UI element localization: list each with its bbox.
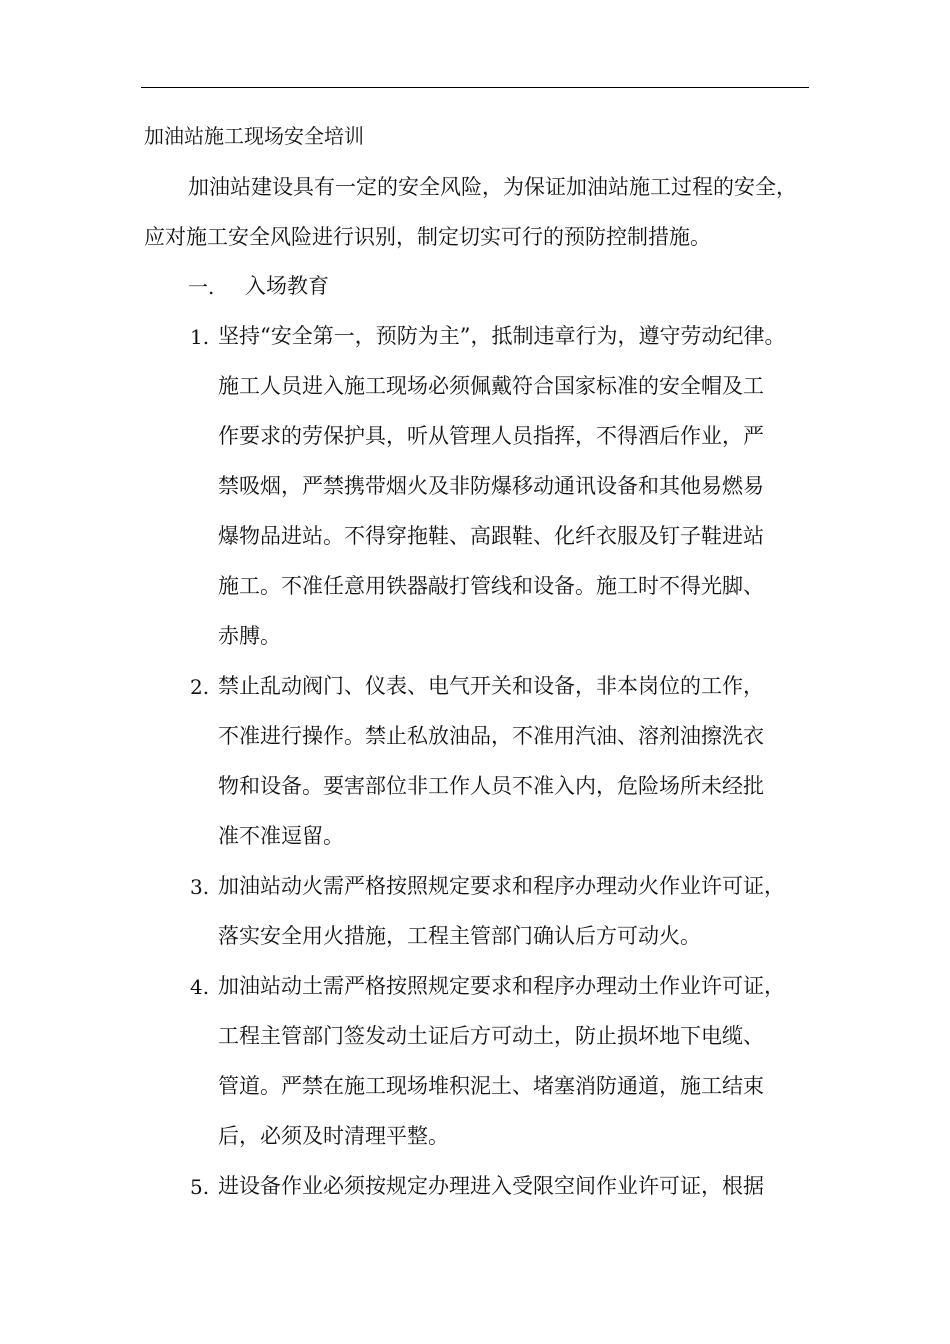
list-item-number: 2. (190, 675, 210, 699)
list-item-line: 作要求的劳保护具，听从管理人员指挥，不得酒后作业，严 (218, 424, 764, 448)
list-item-line: 进设备作业必须按规定办理进入受限空间作业许可证，根据 (218, 1174, 764, 1198)
list-item-line: 施工人员进入施工现场必须佩戴符合国家标准的安全帽及工 (218, 374, 764, 398)
list-item-line: 坚持“安全第一，预防为主”，抵制违章行为，遵守劳动纪律。 (218, 324, 786, 348)
list-item-number: 1. (190, 325, 210, 349)
list-item-line: 禁吸烟，严禁携带烟火及非防爆移动通讯设备和其他易燃易 (218, 474, 764, 498)
list-item-line: 工程主管部门签发动土证后方可动土，防止损坏地下电缆、 (218, 1024, 764, 1048)
list-item-line: 后，必须及时清理平整。 (218, 1124, 449, 1148)
list-item-number: 3. (190, 875, 210, 899)
list-item-line: 禁止乱动阀门、仪表、电气开关和设备，非本岗位的工作， (218, 674, 764, 698)
list-item-line: 准不准逗留。 (218, 824, 344, 848)
section-heading: 入场教育 (245, 274, 329, 298)
list-item-number: 4. (190, 975, 210, 999)
document-title: 加油站施工现场安全培训 (144, 124, 364, 148)
intro-line: 加油站建设具有一定的安全风险，为保证加油站施工过程的安全， (188, 175, 797, 199)
list-item-line: 爆物品进站。不得穿拖鞋、高跟鞋、化纤衣服及钉子鞋进站 (218, 524, 764, 548)
header-rule (141, 87, 809, 88)
list-item-line: 加油站动土需严格按照规定要求和程序办理动土作业许可证， (218, 974, 785, 998)
list-item-line: 落实安全用火措施，工程主管部门确认后方可动火。 (218, 924, 701, 948)
list-item-line: 赤膊。 (218, 624, 281, 648)
list-item-number: 5. (190, 1175, 210, 1199)
intro-line: 应对施工安全风险进行识别，制定切实可行的预防控制措施。 (144, 225, 711, 249)
list-item-line: 施工。不准任意用铁器敲打管线和设备。施工时不得光脚、 (218, 574, 764, 598)
list-item-line: 物和设备。要害部位非工作人员不准入内，危险场所未经批 (218, 774, 764, 798)
list-item-line: 管道。严禁在施工现场堆积泥土、堵塞消防通道，施工结束 (218, 1074, 764, 1098)
list-item-line: 不准进行操作。禁止私放油品，不准用汽油、溶剂油擦洗衣 (218, 724, 764, 748)
section-number: 一. (188, 275, 215, 299)
list-item-line: 加油站动火需严格按照规定要求和程序办理动火作业许可证， (218, 874, 785, 898)
